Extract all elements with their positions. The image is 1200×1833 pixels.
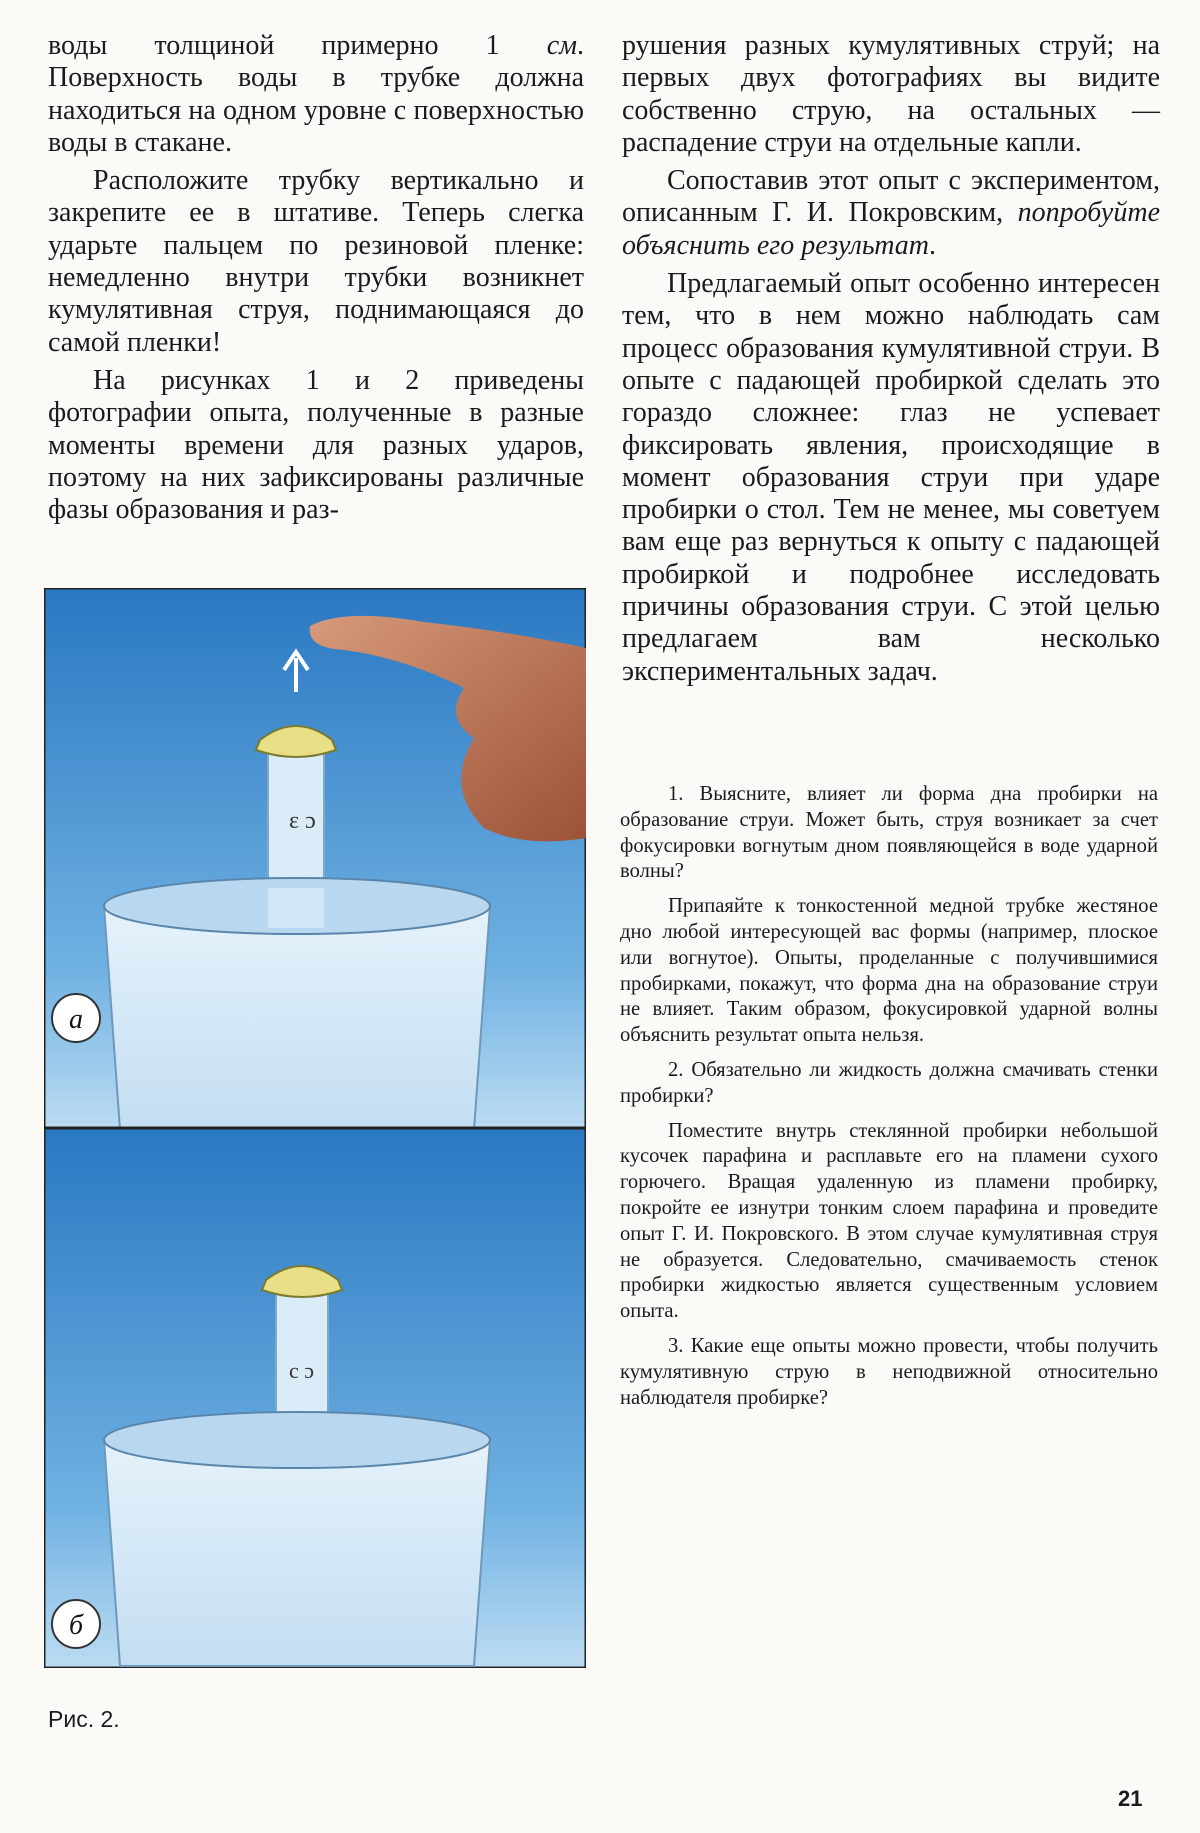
task-1-answer: Припаяйте к тонкостенной медной трубке жестяное дно любой интересующей вас формы (например, плоское или вогнутое). Опыты, проделанные с получившимися пробирками, покажут, что форма дна на образование струи не влияет. Таким образом, фокусировкой ударной волны объяснить результат опыта нельзя. bbox=[620, 895, 1158, 1047]
panel-a bbox=[44, 588, 586, 1130]
water-surface-b bbox=[104, 1412, 490, 1468]
tube-in-water-a bbox=[268, 888, 324, 928]
left-paragraph-1: воды толщиной примерно 1 см. Поверхность воды в трубке должна находиться на одном уровне с поверхностью воды в стакане. bbox=[48, 30, 584, 158]
unit-cm: см bbox=[546, 30, 577, 61]
task-3: 3. Какие еще опыты можно провести, чтобы получить кумулятивную струю в неподвижной относительно наблюдателя пробирке? bbox=[620, 1334, 1158, 1409]
page-number: 21 bbox=[1118, 1786, 1143, 1811]
italic-instruction: попробуйте объяснить его результат bbox=[622, 197, 1160, 261]
label-a: а bbox=[69, 1004, 83, 1035]
left-column bbox=[48, 30, 584, 526]
left-paragraph-2: Расположите трубку вертикально и закрепите ее в штативе. Теперь слегка ударьте пальцем по резиновой пленке: немедленно внутри трубки возникнет кумулятивная струя, поднимающаяся до самой пленки! bbox=[48, 165, 584, 358]
right-column bbox=[622, 30, 1160, 688]
jet-drops-b: c ɔ bbox=[289, 1358, 315, 1383]
right-paragraph-1: рушения разных кумулятивных струй; на первых двух фотографиях вы видите собственно струю, на остальных — распадение струи на отдельные капли. bbox=[622, 30, 1160, 158]
right-paragraph-3: Предлагаемый опыт особенно интересен тем, что в нем можно наблюдать сам процесс образования кумулятивной струи. В опыте с падающей пробиркой сделать это гораздо сложнее: глаз не успевает фиксировать явления, происходящие в момент образования струи при ударе пробирки о стол. Тем не менее, мы советуем вам еще раз вернуться к опыту с падающей пробиркой и подробнее исследовать причины образования струи. С этой целью предлагаем вам несколько экспериментальных задач. bbox=[622, 268, 1160, 687]
figure-2-illustration bbox=[44, 588, 586, 1668]
right-paragraph-2: Сопоставив этот опыт с экспериментом, описанным Г. И. Покровским, попробуйте объяснить его результат. bbox=[622, 165, 1160, 261]
task-1: 1. Выясните, влияет ли форма дна пробирки на образование струи. Может быть, струя возникает за счет фокусировки вогнутым дном появляющейся в воде ударной волны? bbox=[620, 783, 1158, 883]
figure-caption: Рис. 2. bbox=[48, 1706, 120, 1732]
task-2-answer: Поместите внутрь стеклянной пробирки небольшой кусочек парафина и расплавьте его на пламени сухого горючего. Вращая удаленную из пламени пробирку, покройте ее изнутри тонким слоем парафина и проведите опыт Г. И. Покровского. В этом случае кумулятивная струя не образуется. Следовательно, смачиваемость стенок пробирки жидкостью является существенным условием опыта. bbox=[620, 1119, 1158, 1323]
label-b: б bbox=[68, 1610, 84, 1641]
panel-b bbox=[44, 1128, 586, 1668]
jet-drops-a: ɛ ɔ bbox=[289, 808, 316, 834]
task-2: 2. Обязательно ли жидкость должна смачивать стенки пробирки? bbox=[620, 1058, 1158, 1107]
experimental-tasks bbox=[620, 782, 1158, 1420]
left-paragraph-3: На рисунках 1 и 2 приведены фотографии опыта, полученные в разные моменты времени для разных ударов, поэтому на них зафиксированы различные фазы образования и раз- bbox=[48, 364, 584, 526]
